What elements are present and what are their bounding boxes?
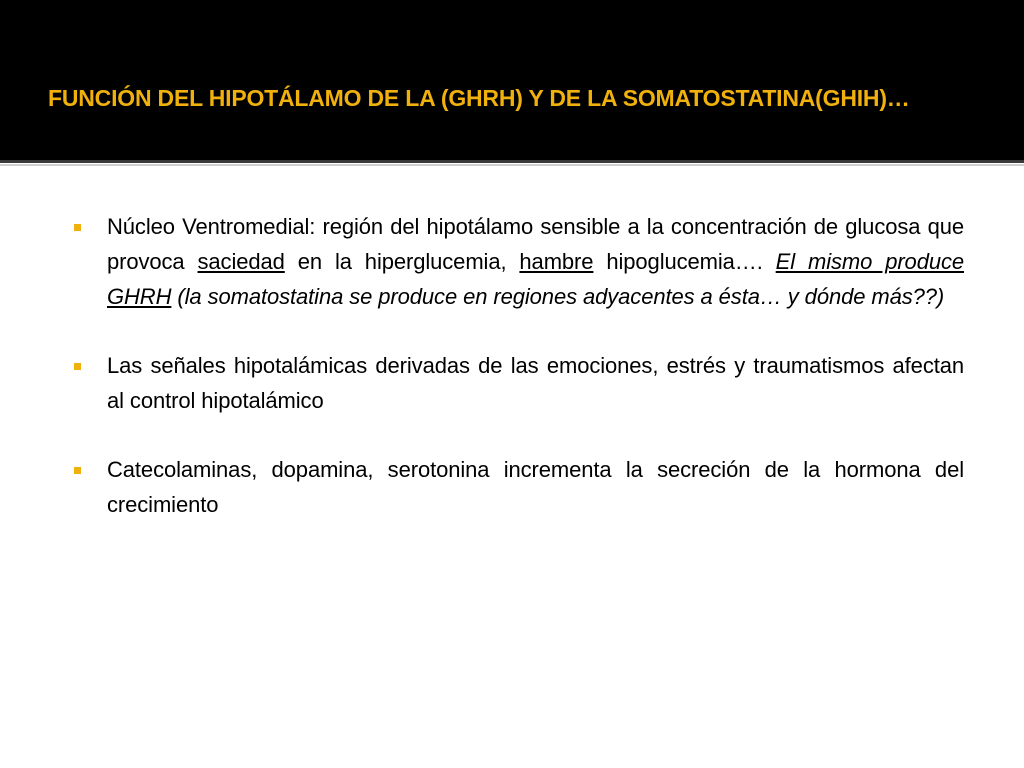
underlined-word-hambre: hambre xyxy=(519,249,594,274)
text-run: Núcleo Ventromedial: región del hipotálamo sensible a la concentración de glucosa que provoca xyxy=(107,214,964,274)
bullet-list xyxy=(74,209,964,556)
slide-title: FUNCIÓN DEL HIPOTÁLAMO DE LA (GHRH) Y DE LA SOMATOSTATINA(GHIH)… xyxy=(48,85,910,111)
bullet-text: Catecolaminas, dopamina, serotonina incrementa la secreción de la hormona del crecimiento xyxy=(107,457,964,517)
bullet-item-catecolaminas xyxy=(74,452,964,522)
square-bullet-icon xyxy=(74,467,81,474)
bullet-item-senales xyxy=(74,348,964,418)
title-divider-light xyxy=(0,164,1024,166)
bullet-text: Las señales hipotalámicas derivadas de las emociones, estrés y traumatismos afectan al control hipotalámico xyxy=(107,353,964,413)
underlined-word-saciedad: saciedad xyxy=(197,249,285,274)
underlined-italic-ghrh: El mismo produce GHRH xyxy=(107,249,964,309)
text-run: en la hiperglucemia, xyxy=(284,249,520,274)
bullet-text xyxy=(107,209,964,314)
title-bar xyxy=(0,0,1024,160)
italic-note: (la somatostatina se produce en regiones adyacentes a ésta… y dónde más??) xyxy=(177,284,945,309)
square-bullet-icon xyxy=(74,363,81,370)
title-divider-dark xyxy=(0,160,1024,163)
text-run: hipoglucemia…. xyxy=(593,249,776,274)
square-bullet-icon xyxy=(74,224,81,231)
bullet-item-nucleo-ventromedial xyxy=(74,209,964,314)
